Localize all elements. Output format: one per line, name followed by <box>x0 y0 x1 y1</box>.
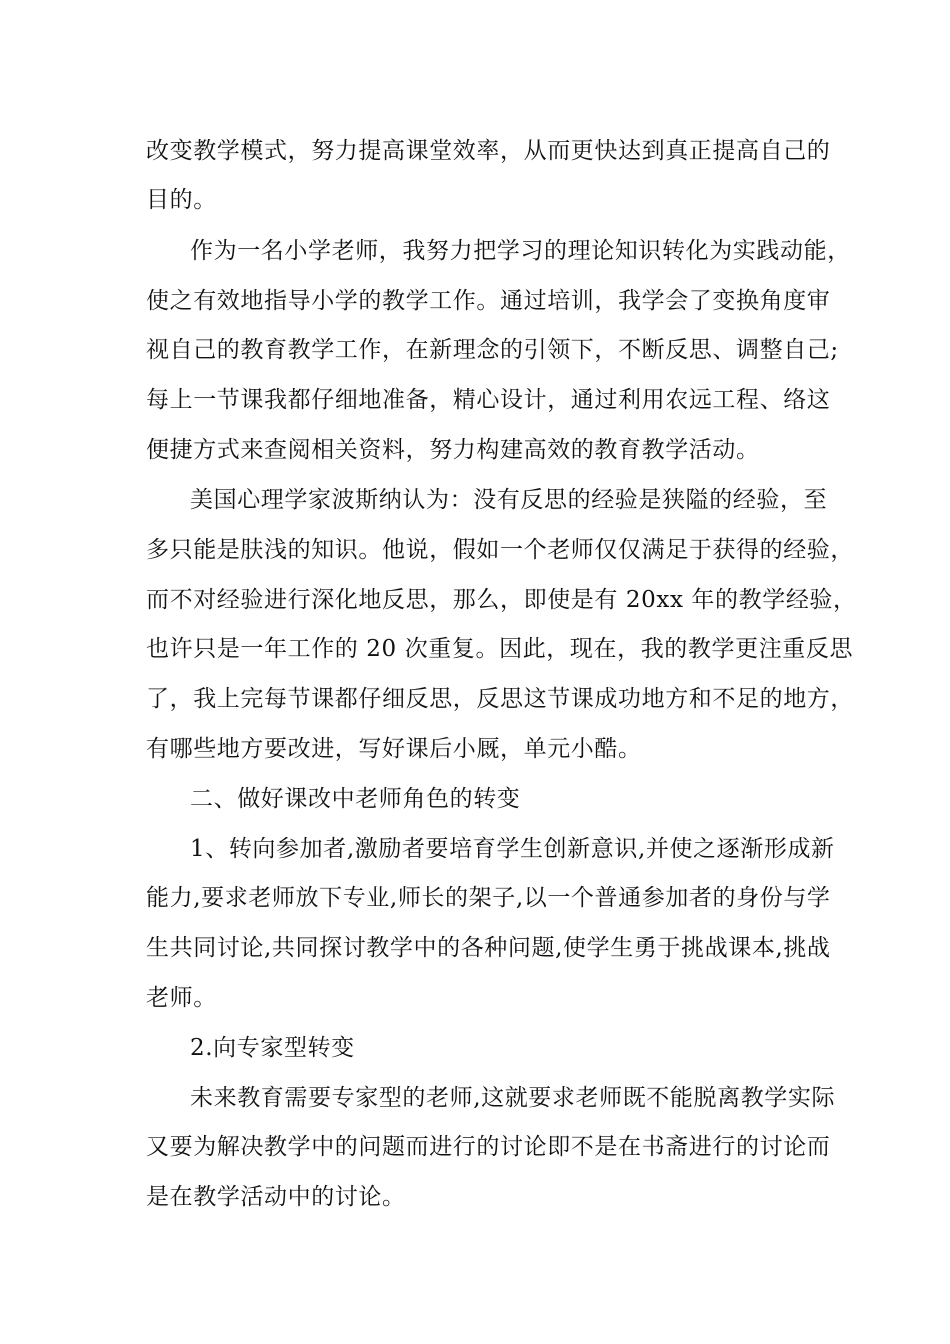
text-line: 多只能是肤浅的知识。他说，假如一个老师仅仅满足于获得的经验， <box>146 537 854 563</box>
text-line: 1、转向参加者,激励者要培育学生创新意识,并使之逐渐形成新 <box>190 836 835 862</box>
text-line: 有哪些地方要改进，写好课后小厩，单元小酷。 <box>146 736 642 762</box>
text-line: 每上一节课我都仔细地准备，精心设计，通过利用农远工程、络这 <box>146 387 831 413</box>
text-line: 目的。 <box>146 187 217 213</box>
text-line: 使之有效地指导小学的教学工作。通过培训，我学会了变换角度审 <box>146 288 831 314</box>
text-line: 了，我上完每节课都仔细反思，反思这节课成功地方和不足的地方， <box>146 686 854 712</box>
text-line: 美国心理学家波斯纳认为：没有反思的经验是狭隘的经验，至 <box>190 487 828 513</box>
subsection-heading: 2.向专家型转变 <box>190 1035 355 1061</box>
text-line: 老师。 <box>146 985 217 1011</box>
text-line: 便捷方式来查阅相关资料，努力构建高效的教育教学活动。 <box>146 437 760 463</box>
text-line: 而不对经验进行深化地反思，那么，即使是有 20xx 年的教学经验， <box>146 587 857 613</box>
text-line: 又要为解决教学中的问题而进行的讨论即不是在书斋进行的讨论而 <box>146 1134 831 1160</box>
text-line: 也许只是一年工作的 20 次重复。因此，现在，我的教学更注重反思 <box>146 636 854 662</box>
text-line: 是在教学活动中的讨论。 <box>146 1184 406 1210</box>
text-line: 能力,要求老师放下专业,师长的架子,以一个普通参加者的身份与学 <box>146 885 831 911</box>
text-line: 未来教育需要专家型的老师,这就要求老师既不能脱离教学实际 <box>190 1085 836 1111</box>
text-line: 生共同讨论,共同探讨教学中的各种问题,使学生勇于挑战课本,挑战 <box>146 935 831 961</box>
section-heading: 二、做好课改中老师角色的转变 <box>190 786 521 812</box>
text-line: 改变教学模式，努力提高课堂效率，从而更快达到真正提高自己的 <box>146 138 831 164</box>
text-line: 视自己的教育教学工作，在新理念的引领下，不断反思、调整自己; <box>146 337 839 363</box>
text-line: 作为一名小学老师，我努力把学习的理论知识转化为实践动能， <box>190 238 851 264</box>
